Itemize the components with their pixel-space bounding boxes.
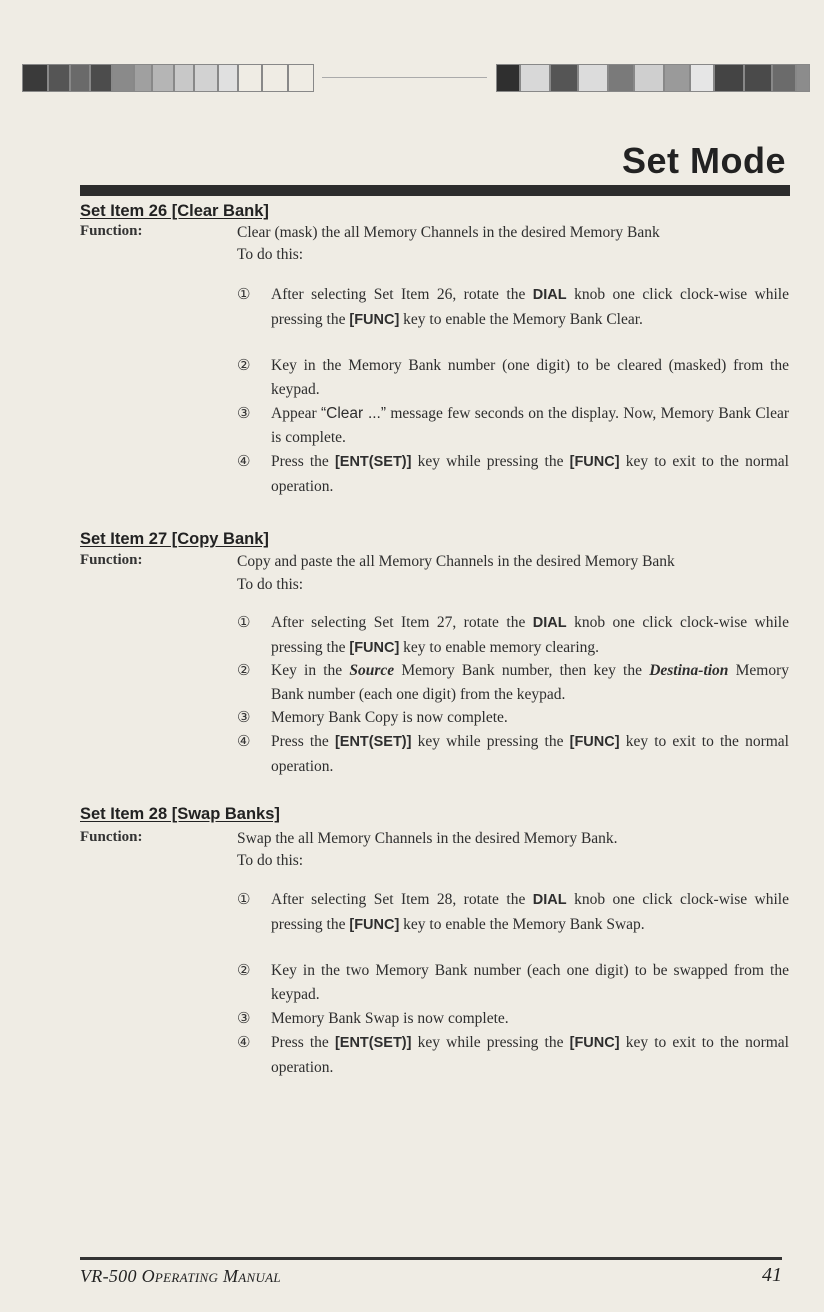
header-block (744, 64, 772, 92)
key-name: [FUNC] (349, 639, 400, 656)
step (237, 959, 789, 1006)
step-text-run: key to enable the Memory Bank Clear. (399, 310, 643, 328)
step-text-run: Key in the (271, 662, 350, 679)
key-name: [FUNC] (349, 311, 400, 328)
step (237, 611, 789, 660)
step (237, 730, 789, 778)
header-block (112, 64, 134, 92)
step (237, 354, 789, 401)
emphasis-text: Destina-tion (649, 662, 729, 679)
header-block (690, 64, 714, 92)
step-text-run: knob one click clock-wise while pressing the (271, 614, 789, 656)
step-text-run: Press the (271, 453, 335, 470)
step-number: ① (237, 285, 251, 303)
step-text-run: knob one click clock-wise while pressing the (271, 286, 789, 328)
step-text-run: key to enable the Memory Bank Swap. (399, 915, 645, 933)
step-text-run: Memory Bank Copy is now complete. (271, 709, 508, 726)
step (237, 402, 789, 449)
function-text-27: Copy and paste the all Memory Channels in the desired Memory Bank (237, 553, 675, 570)
step-text-run: Memory Bank Swap is now complete. (271, 1010, 509, 1027)
section-heading-27: Set Item 27 [Copy Bank] (80, 530, 269, 548)
footer-rule (80, 1257, 782, 1260)
step-text-run: Press the (271, 1034, 335, 1051)
header-block (664, 64, 690, 92)
title-rule (80, 185, 790, 196)
key-name: [FUNC] (569, 1035, 620, 1051)
step-text (271, 1031, 789, 1079)
page-number: 41 (762, 1264, 782, 1286)
step-text-run: message few seconds on the display. Now, Memory Bank Clear is complete. (271, 405, 789, 446)
footer-title: VR-500 Operating Manual (80, 1266, 281, 1286)
header-block (218, 64, 238, 92)
header-block (238, 64, 262, 92)
emphasis-text: Source (349, 662, 395, 679)
section-heading-26: Set Item 26 [Clear Bank] (80, 202, 269, 220)
header-block (22, 64, 48, 92)
step-text-run: After selecting Set Item 28, rotate the (271, 891, 533, 908)
step-number: ① (237, 890, 251, 908)
header-block (520, 64, 550, 92)
function-label-27: Function: (80, 552, 143, 568)
step-text (271, 888, 789, 937)
step-text-run: Press the (271, 733, 335, 750)
header-block (550, 64, 578, 92)
step-number: ③ (237, 708, 251, 726)
step-number: ④ (237, 732, 251, 750)
step-text (271, 402, 789, 449)
step-text-run: Memory Bank number (each one digit) from the keypad. (271, 662, 789, 703)
step-number: ③ (237, 404, 251, 422)
step (237, 283, 789, 332)
display-message: “Clear ...” (320, 405, 387, 422)
step-number: ② (237, 356, 251, 374)
header-block (152, 64, 174, 92)
function-text-26: Clear (mask) the all Memory Channels in the desired Memory Bank (237, 224, 660, 241)
header-block (48, 64, 70, 92)
step-text-run: key to exit to the normal operation. (271, 453, 789, 495)
key-name: [FUNC] (569, 454, 620, 470)
header-block (90, 64, 112, 92)
step-text-run: key to exit to the normal operation. (271, 1034, 789, 1076)
function-label-28: Function: (80, 829, 143, 845)
header-block (70, 64, 90, 92)
step-text (271, 659, 789, 706)
step-text-run: key while pressing the (411, 733, 570, 750)
step-text (271, 283, 789, 332)
header-decoration-bar (22, 64, 810, 92)
header-block (714, 64, 744, 92)
step-text-run: knob one click clock-wise while pressing the (271, 891, 789, 933)
key-name: [FUNC] (349, 916, 400, 933)
header-block (608, 64, 634, 92)
header-block (262, 64, 288, 92)
key-name: DIAL (532, 615, 567, 631)
step-text-run: Key in the two Memory Bank number (each one digit) to be swapped from the keypad. (271, 962, 789, 1003)
step (237, 450, 789, 498)
step-number: ③ (237, 1009, 251, 1027)
function-text-28: Swap the all Memory Channels in the desired Memory Bank. (237, 830, 618, 847)
function-label-26: Function: (80, 223, 143, 239)
header-thin-line (322, 77, 487, 78)
header-block (772, 64, 796, 92)
step-text (271, 706, 789, 730)
key-name: [FUNC] (569, 734, 620, 750)
step (237, 888, 789, 937)
step-text-run: key to exit to the normal operation. (271, 733, 789, 775)
section-heading-28: Set Item 28 [Swap Banks] (80, 805, 280, 823)
step-number: ② (237, 661, 251, 679)
step-text-run: key while pressing the (411, 453, 570, 470)
step-text (271, 730, 789, 778)
todo-label-26: To do this: (237, 246, 304, 263)
step-number: ② (237, 961, 251, 979)
todo-label-27: To do this: (237, 576, 304, 593)
step-text-run: Appear (271, 405, 321, 422)
header-block (578, 64, 608, 92)
step-text-run: After selecting Set Item 27, rotate the (271, 614, 533, 631)
key-name: DIAL (532, 287, 567, 303)
header-block (796, 64, 810, 92)
step-text (271, 959, 789, 1006)
key-name: [ENT(SET)] (334, 1035, 412, 1051)
header-block (288, 64, 314, 92)
header-block (634, 64, 664, 92)
step-text-run: Key in the Memory Bank number (one digit) to be cleared (masked) from the keypad. (271, 357, 789, 398)
page-title: Set Mode (621, 140, 786, 181)
step (237, 706, 789, 730)
step-text-run: Memory Bank number, then key the (394, 662, 650, 679)
key-name: [ENT(SET)] (334, 734, 412, 750)
step (237, 659, 789, 706)
step-text-run: key while pressing the (411, 1034, 570, 1051)
step-text (271, 450, 789, 498)
step-text (271, 1007, 789, 1031)
header-block (496, 64, 520, 92)
step-number: ④ (237, 452, 251, 470)
step-text (271, 354, 789, 401)
step-text-run: After selecting Set Item 26, rotate the (271, 286, 533, 303)
key-name: DIAL (532, 892, 567, 908)
header-block (134, 64, 152, 92)
header-block (174, 64, 194, 92)
key-name: [ENT(SET)] (334, 454, 412, 470)
step (237, 1007, 789, 1031)
step-text (271, 611, 789, 660)
step (237, 1031, 789, 1079)
step-text-run: key to enable memory clearing. (399, 638, 599, 656)
header-block (194, 64, 218, 92)
todo-label-28: To do this: (237, 852, 304, 869)
step-number: ④ (237, 1033, 251, 1051)
step-number: ① (237, 613, 251, 631)
